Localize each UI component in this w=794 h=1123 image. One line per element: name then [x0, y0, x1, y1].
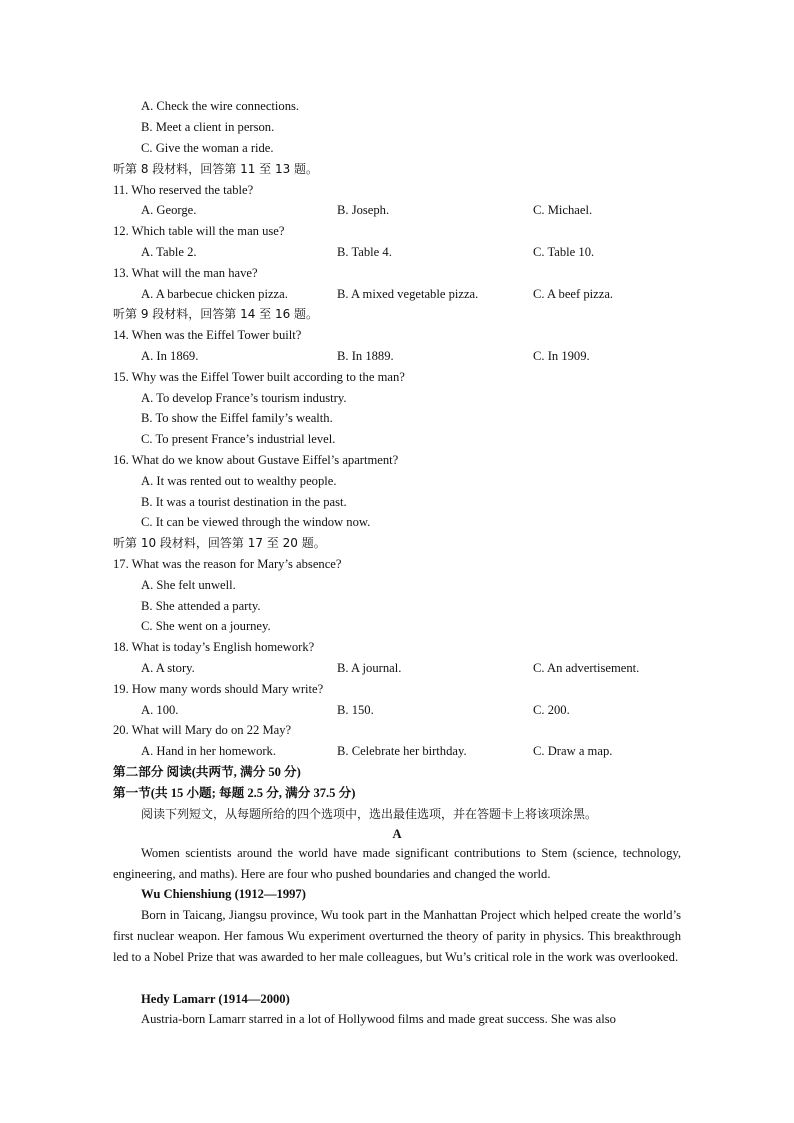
q13-option-b: B. A mixed vegetable pizza.	[337, 287, 479, 301]
q19-option-a: A. 100.	[141, 703, 179, 717]
q10-option-b: B. Meet a client in person.	[141, 120, 275, 134]
q17-option-a: A. She felt unwell.	[141, 578, 236, 592]
section1-title: 第一节(共 15 小题; 每题 2.5 分, 满分 37.5 分)	[113, 786, 356, 800]
lamarr-paragraph: Austria-born Lamarr starred in a lot of Hollywood films and made great success. She was also	[141, 1012, 616, 1026]
q11-stem: 11. Who reserved the table?	[113, 183, 254, 197]
q13-option-a: A. A barbecue chicken pizza.	[141, 287, 288, 301]
q20-option-c: C. Draw a map.	[533, 744, 613, 758]
intro-paragraph: Women scientists around the world have made significant contributions to Stem (science, technology, engineering, and maths). Here are four who pushed boundaries and changed the world.	[113, 846, 681, 881]
q14-option-c: C. In 1909.	[533, 349, 590, 363]
q14-option-b: B. In 1889.	[337, 349, 394, 363]
q14-stem: 14. When was the Eiffel Tower built?	[113, 328, 302, 342]
q12-option-c: C. Table 10.	[533, 245, 595, 259]
wu-paragraph: Born in Taicang, Jiangsu province, Wu took part in the Manhattan Project which helped create the world’s first nuclear weapon. Her famous Wu experiment overturned the theory of parity in physics. This breakthrough led to a Nobel Prize that was awarded to her male colleagues, but Wu’s critical role in the work was overlooked.	[113, 908, 681, 964]
q16-stem: 16. What do we know about Gustave Eiffel’s apartment?	[113, 453, 399, 467]
lamarr-heading: Hedy Lamarr (1914—2000)	[141, 992, 290, 1006]
instruction-section-8: 听第 8 段材料，回答第 11 至 13 题。	[113, 162, 319, 176]
q18-stem: 18. What is today’s English homework?	[113, 640, 315, 654]
q10-option-a: A. Check the wire connections.	[141, 99, 300, 113]
q18-option-c: C. An advertisement.	[533, 661, 640, 675]
q11-option-c: C. Michael.	[533, 203, 593, 217]
q15-stem: 15. Why was the Eiffel Tower built according to the man?	[113, 370, 405, 384]
q15-option-b: B. To show the Eiffel family’s wealth.	[141, 411, 333, 425]
q18-option-b: B. A journal.	[337, 661, 402, 675]
q17-option-b: B. She attended a party.	[141, 599, 261, 613]
q20-option-a: A. Hand in her homework.	[141, 744, 277, 758]
q17-stem: 17. What was the reason for Mary’s absence?	[113, 557, 342, 571]
q20-option-b: B. Celebrate her birthday.	[337, 744, 467, 758]
q19-option-b: B. 150.	[337, 703, 374, 717]
passage-label: A	[392, 827, 402, 841]
q12-stem: 12. Which table will the man use?	[113, 224, 285, 238]
q17-option-c: C. She went on a journey.	[141, 619, 271, 633]
q11-option-b: B. Joseph.	[337, 203, 390, 217]
q15-option-c: C. To present France’s industrial level.	[141, 432, 336, 446]
instruction-section-9: 听第 9 段材料，回答第 14 至 16 题。	[113, 307, 319, 321]
q15-option-a: A. To develop France’s tourism industry.	[141, 391, 347, 405]
q11-option-a: A. George.	[141, 203, 197, 217]
q19-stem: 19. How many words should Mary write?	[113, 682, 324, 696]
q16-option-a: A. It was rented out to wealthy people.	[141, 474, 337, 488]
q18-option-a: A. A story.	[141, 661, 195, 675]
q16-option-b: B. It was a tourist destination in the past.	[141, 495, 347, 509]
q19-option-c: C. 200.	[533, 703, 570, 717]
q10-option-c: C. Give the woman a ride.	[141, 141, 274, 155]
q12-option-a: A. Table 2.	[141, 245, 197, 259]
q16-option-c: C. It can be viewed through the window now.	[141, 515, 371, 529]
wu-heading: Wu Chienshiung (1912—1997)	[141, 887, 306, 901]
q14-option-a: A. In 1869.	[141, 349, 199, 363]
part2-title: 第二部分 阅读(共两节, 满分 50 分)	[113, 765, 301, 779]
reading-instruction: 阅读下列短文，从每题所给的四个选项中，选出最佳选项，并在答题卡上将该项涂黑。	[141, 807, 598, 821]
q12-option-b: B. Table 4.	[337, 245, 392, 259]
instruction-section-10: 听第 10 段材料，回答第 17 至 20 题。	[113, 536, 326, 550]
q13-stem: 13. What will the man have?	[113, 266, 258, 280]
q20-stem: 20. What will Mary do on 22 May?	[113, 723, 292, 737]
q13-option-c: C. A beef pizza.	[533, 287, 614, 301]
